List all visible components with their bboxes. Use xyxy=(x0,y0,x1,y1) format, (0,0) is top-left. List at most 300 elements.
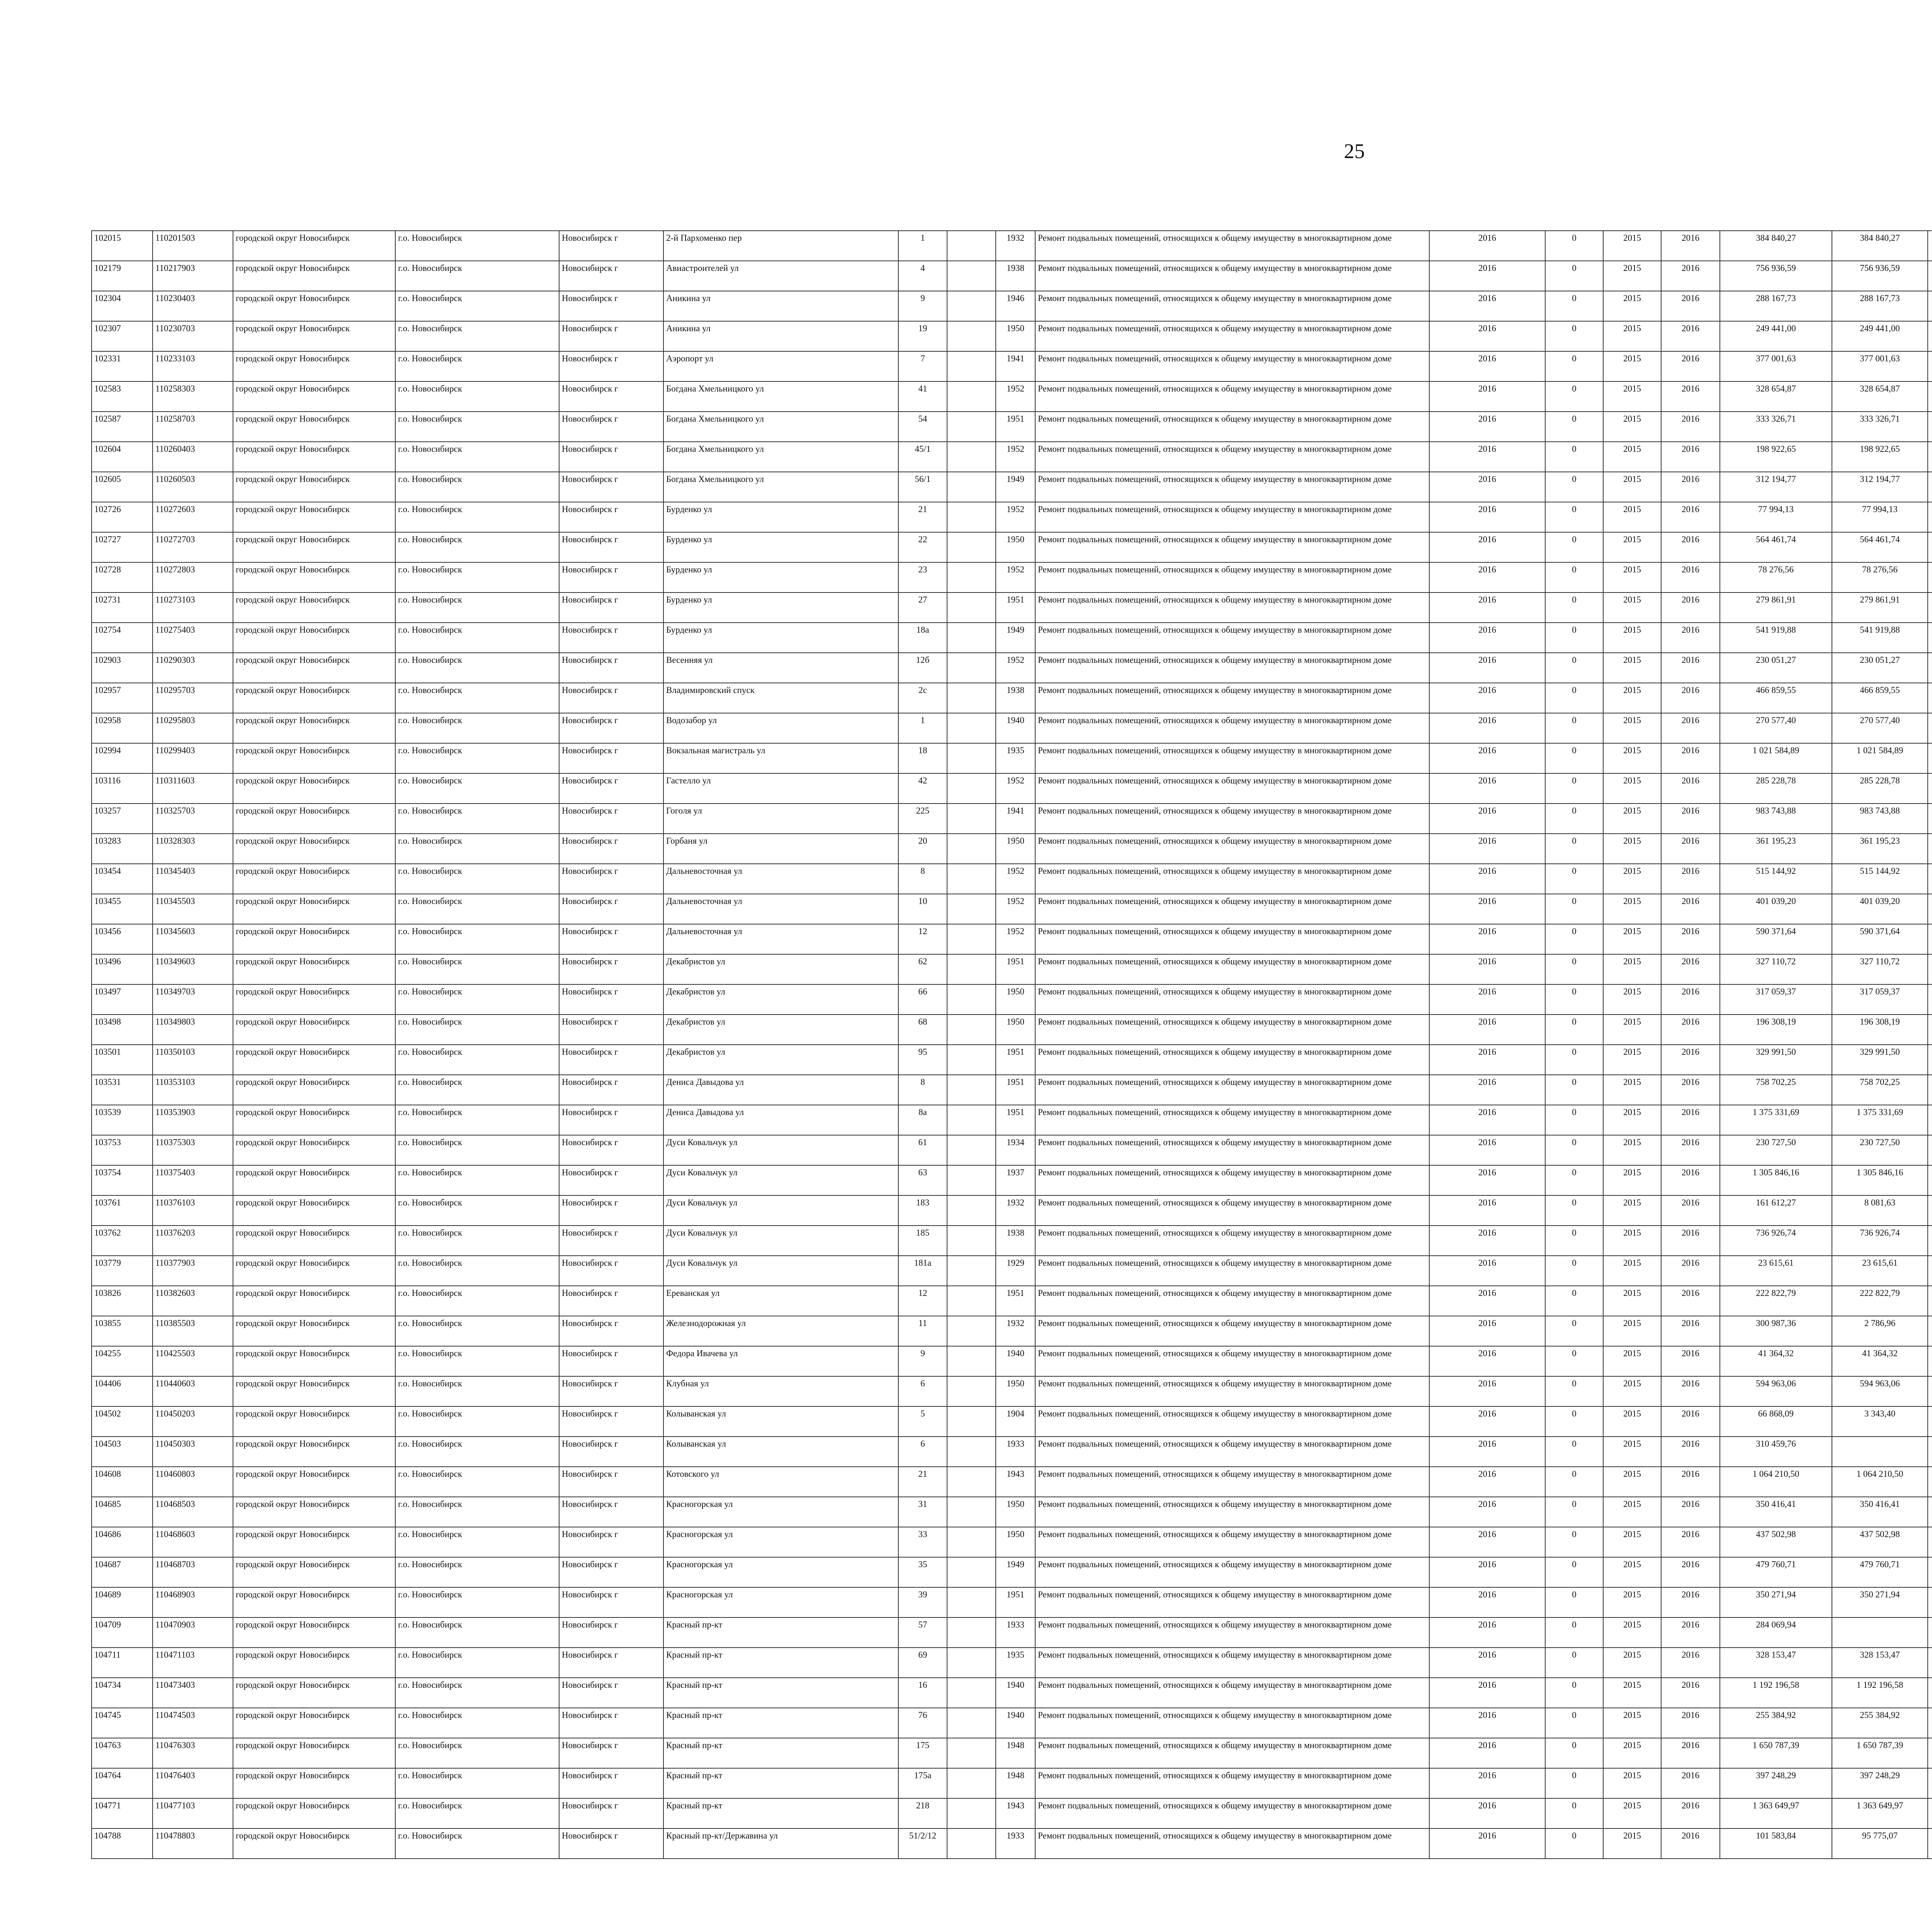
cell-code: 110272703 xyxy=(153,532,233,562)
cell-zero: 0 xyxy=(1545,743,1603,773)
cell-city: Новосибирск г xyxy=(559,954,663,984)
cell-end-year: 2016 xyxy=(1661,653,1720,683)
cell-build-year: 1952 xyxy=(996,894,1035,924)
cell-empty xyxy=(947,1497,996,1527)
cell-start-year: 2015 xyxy=(1603,1738,1661,1768)
cell-street: Декабристов ул xyxy=(663,984,898,1015)
cell-id: 104709 xyxy=(92,1617,153,1648)
cell-code: 110477103 xyxy=(153,1798,233,1828)
cell-settlement: г.о. Новосибирск xyxy=(395,1406,559,1437)
table-row xyxy=(92,1256,1932,1286)
cell-id: 104764 xyxy=(92,1768,153,1798)
cell-street: Декабристов ул xyxy=(663,1015,898,1045)
cell-amount-2 xyxy=(1928,984,1932,1015)
cell-house: 12б xyxy=(898,653,947,683)
cell-house: 42 xyxy=(898,773,947,804)
cell-amount-2 xyxy=(1928,442,1932,472)
cell-zero: 0 xyxy=(1545,1678,1603,1708)
cell-amount-1: 41 364,32 xyxy=(1832,1346,1928,1376)
cell-street: Котовского ул xyxy=(663,1467,898,1497)
cell-start-year: 2015 xyxy=(1603,291,1661,321)
table-row xyxy=(92,623,1932,653)
cell-plan-year: 2016 xyxy=(1429,924,1545,954)
cell-build-year: 1935 xyxy=(996,743,1035,773)
cell-district: городской округ Новосибирск xyxy=(233,1105,395,1135)
cell-empty xyxy=(947,683,996,713)
cell-amount-1: 222 822,79 xyxy=(1832,1286,1928,1316)
cell-start-year: 2015 xyxy=(1603,412,1661,442)
cell-city: Новосибирск г xyxy=(559,1497,663,1527)
cell-street: Красный пр-кт xyxy=(663,1798,898,1828)
cell-district: городской округ Новосибирск xyxy=(233,1226,395,1256)
cell-build-year: 1950 xyxy=(996,1015,1035,1045)
cell-amount-2 xyxy=(1928,291,1932,321)
cell-settlement: г.о. Новосибирск xyxy=(395,1075,559,1105)
cell-amount-2 xyxy=(1928,954,1932,984)
cell-code: 110345603 xyxy=(153,924,233,954)
cell-empty xyxy=(947,532,996,562)
cell-house: 56/1 xyxy=(898,472,947,502)
cell-code: 110425503 xyxy=(153,1346,233,1376)
cell-street: 2-й Пархоменко пер xyxy=(663,231,898,261)
cell-work-type: Ремонт подвальных помещений, относящихся к общему имуществу в многоквартирном доме xyxy=(1035,1557,1429,1587)
cell-code: 110311603 xyxy=(153,773,233,804)
cell-end-year: 2016 xyxy=(1661,381,1720,412)
cell-start-year: 2015 xyxy=(1603,592,1661,623)
cell-street: Дальневосточная ул xyxy=(663,864,898,894)
cell-plan-year: 2016 xyxy=(1429,1195,1545,1226)
cell-total: 1 021 584,89 xyxy=(1720,743,1832,773)
cell-id: 104685 xyxy=(92,1497,153,1527)
cell-street: Бурденко ул xyxy=(663,623,898,653)
cell-district: городской округ Новосибирск xyxy=(233,1497,395,1527)
cell-id: 103531 xyxy=(92,1075,153,1105)
cell-district: городской округ Новосибирск xyxy=(233,1527,395,1557)
cell-plan-year: 2016 xyxy=(1429,1406,1545,1437)
cell-empty xyxy=(947,502,996,532)
cell-start-year: 2015 xyxy=(1603,1075,1661,1105)
cell-amount-1: 198 922,65 xyxy=(1832,442,1928,472)
cell-build-year: 1950 xyxy=(996,321,1035,351)
cell-work-type: Ремонт подвальных помещений, относящихся к общему имуществу в многоквартирном доме xyxy=(1035,291,1429,321)
cell-zero: 0 xyxy=(1545,261,1603,291)
cell-settlement: г.о. Новосибирск xyxy=(395,1437,559,1467)
cell-district: городской округ Новосибирск xyxy=(233,1015,395,1045)
table-row xyxy=(92,502,1932,532)
cell-amount-2 xyxy=(1928,683,1932,713)
cell-end-year: 2016 xyxy=(1661,1376,1720,1406)
cell-street: Красный пр-кт xyxy=(663,1708,898,1738)
cell-city: Новосибирск г xyxy=(559,1406,663,1437)
cell-start-year: 2015 xyxy=(1603,894,1661,924)
cell-zero: 0 xyxy=(1545,834,1603,864)
cell-end-year: 2016 xyxy=(1661,261,1720,291)
cell-work-type: Ремонт подвальных помещений, относящихся к общему имуществу в многоквартирном доме xyxy=(1035,713,1429,743)
cell-total: 317 059,37 xyxy=(1720,984,1832,1015)
cell-settlement: г.о. Новосибирск xyxy=(395,924,559,954)
cell-settlement: г.о. Новосибирск xyxy=(395,653,559,683)
cell-plan-year: 2016 xyxy=(1429,1165,1545,1195)
cell-amount-1: 329 991,50 xyxy=(1832,1045,1928,1075)
cell-city: Новосибирск г xyxy=(559,231,663,261)
cell-street: Дуси Ковальчук ул xyxy=(663,1195,898,1226)
cell-amount-2 xyxy=(1928,1497,1932,1527)
cell-amount-2 xyxy=(1928,381,1932,412)
cell-street: Федора Ивачева ул xyxy=(663,1346,898,1376)
cell-house: 20 xyxy=(898,834,947,864)
cell-house: 35 xyxy=(898,1557,947,1587)
cell-house: 41 xyxy=(898,381,947,412)
table-row xyxy=(92,1195,1932,1226)
cell-code: 110468603 xyxy=(153,1527,233,1557)
cell-plan-year: 2016 xyxy=(1429,1828,1545,1859)
table-row xyxy=(92,351,1932,381)
cell-district: городской округ Новосибирск xyxy=(233,1165,395,1195)
cell-zero: 0 xyxy=(1545,804,1603,834)
cell-work-type: Ремонт подвальных помещений, относящихся к общему имуществу в многоквартирном доме xyxy=(1035,1165,1429,1195)
cell-district: городской округ Новосибирск xyxy=(233,321,395,351)
cell-street: Дениса Давыдова ул xyxy=(663,1075,898,1105)
cell-end-year: 2016 xyxy=(1661,1617,1720,1648)
cell-district: городской округ Новосибирск xyxy=(233,743,395,773)
cell-start-year: 2015 xyxy=(1603,984,1661,1015)
cell-id: 102903 xyxy=(92,653,153,683)
cell-start-year: 2015 xyxy=(1603,502,1661,532)
cell-build-year: 1949 xyxy=(996,1557,1035,1587)
cell-district: городской округ Новосибирск xyxy=(233,1738,395,1768)
cell-city: Новосибирск г xyxy=(559,653,663,683)
cell-plan-year: 2016 xyxy=(1429,623,1545,653)
cell-id: 102726 xyxy=(92,502,153,532)
cell-empty xyxy=(947,834,996,864)
cell-total: 1 305 846,16 xyxy=(1720,1165,1832,1195)
table-row xyxy=(92,1798,1932,1828)
cell-house: 1 xyxy=(898,231,947,261)
cell-work-type: Ремонт подвальных помещений, относящихся к общему имуществу в многоквартирном доме xyxy=(1035,954,1429,984)
cell-zero: 0 xyxy=(1545,1768,1603,1798)
cell-end-year: 2016 xyxy=(1661,743,1720,773)
cell-start-year: 2015 xyxy=(1603,351,1661,381)
cell-house: 45/1 xyxy=(898,442,947,472)
cell-build-year: 1929 xyxy=(996,1256,1035,1286)
cell-code: 110470903 xyxy=(153,1617,233,1648)
cell-district: городской округ Новосибирск xyxy=(233,924,395,954)
cell-zero: 0 xyxy=(1545,1497,1603,1527)
cell-district: городской округ Новосибирск xyxy=(233,954,395,984)
cell-city: Новосибирск г xyxy=(559,804,663,834)
cell-plan-year: 2016 xyxy=(1429,1557,1545,1587)
cell-zero: 0 xyxy=(1545,1617,1603,1648)
cell-district: городской округ Новосибирск xyxy=(233,1045,395,1075)
cell-work-type: Ремонт подвальных помещений, относящихся к общему имуществу в многоквартирном доме xyxy=(1035,442,1429,472)
cell-start-year: 2015 xyxy=(1603,1527,1661,1557)
cell-amount-1: 78 276,56 xyxy=(1832,562,1928,592)
cell-district: городской округ Новосибирск xyxy=(233,1135,395,1165)
cell-empty xyxy=(947,1256,996,1286)
cell-id: 102731 xyxy=(92,592,153,623)
table-row xyxy=(92,1075,1932,1105)
cell-code: 110473403 xyxy=(153,1678,233,1708)
cell-amount-2 xyxy=(1928,1015,1932,1045)
cell-id: 102304 xyxy=(92,291,153,321)
cell-build-year: 1951 xyxy=(996,1105,1035,1135)
cell-amount-1 xyxy=(1832,1437,1928,1467)
cell-city: Новосибирск г xyxy=(559,1708,663,1738)
cell-end-year: 2016 xyxy=(1661,1467,1720,1497)
cell-street: Дальневосточная ул xyxy=(663,924,898,954)
cell-amount-1: 397 248,29 xyxy=(1832,1768,1928,1798)
cell-build-year: 1952 xyxy=(996,864,1035,894)
cell-end-year: 2016 xyxy=(1661,1406,1720,1437)
cell-empty xyxy=(947,1015,996,1045)
cell-zero: 0 xyxy=(1545,291,1603,321)
cell-build-year: 1938 xyxy=(996,1226,1035,1256)
cell-district: городской округ Новосибирск xyxy=(233,713,395,743)
cell-city: Новосибирск г xyxy=(559,1045,663,1075)
cell-city: Новосибирск г xyxy=(559,894,663,924)
cell-plan-year: 2016 xyxy=(1429,1708,1545,1738)
cell-code: 110468503 xyxy=(153,1497,233,1527)
cell-house: 9 xyxy=(898,291,947,321)
cell-empty xyxy=(947,804,996,834)
cell-id: 104788 xyxy=(92,1828,153,1859)
cell-district: городской округ Новосибирск xyxy=(233,1406,395,1437)
cell-empty xyxy=(947,864,996,894)
cell-district: городской округ Новосибирск xyxy=(233,1648,395,1678)
cell-id: 104503 xyxy=(92,1437,153,1467)
cell-code: 110201503 xyxy=(153,231,233,261)
cell-amount-2 xyxy=(1928,532,1932,562)
cell-total: 564 461,74 xyxy=(1720,532,1832,562)
cell-total: 736 926,74 xyxy=(1720,1226,1832,1256)
cell-zero: 0 xyxy=(1545,381,1603,412)
cell-settlement: г.о. Новосибирск xyxy=(395,1527,559,1557)
cell-city: Новосибирск г xyxy=(559,1828,663,1859)
cell-amount-2 xyxy=(1928,231,1932,261)
cell-total: 983 743,88 xyxy=(1720,804,1832,834)
cell-id: 102307 xyxy=(92,321,153,351)
cell-code: 110272803 xyxy=(153,562,233,592)
cell-end-year: 2016 xyxy=(1661,291,1720,321)
cell-start-year: 2015 xyxy=(1603,864,1661,894)
cell-amount-2 xyxy=(1928,1226,1932,1256)
cell-code: 110217903 xyxy=(153,261,233,291)
cell-plan-year: 2016 xyxy=(1429,351,1545,381)
cell-build-year: 1950 xyxy=(996,1527,1035,1557)
cell-settlement: г.о. Новосибирск xyxy=(395,713,559,743)
cell-id: 103855 xyxy=(92,1316,153,1346)
cell-amount-2 xyxy=(1928,713,1932,743)
cell-total: 230 051,27 xyxy=(1720,653,1832,683)
cell-code: 110450303 xyxy=(153,1437,233,1467)
cell-plan-year: 2016 xyxy=(1429,1226,1545,1256)
cell-start-year: 2015 xyxy=(1603,834,1661,864)
cell-end-year: 2016 xyxy=(1661,1165,1720,1195)
cell-district: городской округ Новосибирск xyxy=(233,653,395,683)
cell-work-type: Ремонт подвальных помещений, относящихся к общему имуществу в многоквартирном доме xyxy=(1035,894,1429,924)
table-row xyxy=(92,1828,1932,1859)
cell-amount-1: 758 702,25 xyxy=(1832,1075,1928,1105)
cell-amount-1: 327 110,72 xyxy=(1832,954,1928,984)
cell-city: Новосибирск г xyxy=(559,261,663,291)
cell-start-year: 2015 xyxy=(1603,924,1661,954)
cell-zero: 0 xyxy=(1545,231,1603,261)
page-number: 25 xyxy=(1344,140,1365,163)
cell-street: Красный пр-кт xyxy=(663,1648,898,1678)
cell-district: городской округ Новосибирск xyxy=(233,1768,395,1798)
cell-zero: 0 xyxy=(1545,1346,1603,1376)
cell-zero: 0 xyxy=(1545,1708,1603,1738)
cell-empty xyxy=(947,562,996,592)
cell-street: Красногорская ул xyxy=(663,1557,898,1587)
cell-work-type: Ремонт подвальных помещений, относящихся к общему имуществу в многоквартирном доме xyxy=(1035,683,1429,713)
cell-total: 284 069,94 xyxy=(1720,1617,1832,1648)
cell-house: 21 xyxy=(898,502,947,532)
cell-empty xyxy=(947,1768,996,1798)
cell-end-year: 2016 xyxy=(1661,623,1720,653)
cell-house: 8а xyxy=(898,1105,947,1135)
cell-street: Декабристов ул xyxy=(663,954,898,984)
cell-amount-2 xyxy=(1928,1587,1932,1617)
cell-settlement: г.о. Новосибирск xyxy=(395,412,559,442)
cell-street: Ереванская ул xyxy=(663,1286,898,1316)
cell-empty xyxy=(947,623,996,653)
cell-code: 110377903 xyxy=(153,1256,233,1286)
cell-plan-year: 2016 xyxy=(1429,1587,1545,1617)
cell-code: 110272603 xyxy=(153,502,233,532)
cell-plan-year: 2016 xyxy=(1429,984,1545,1015)
cell-code: 110375303 xyxy=(153,1135,233,1165)
cell-amount-2 xyxy=(1928,1135,1932,1165)
cell-district: городской округ Новосибирск xyxy=(233,381,395,412)
cell-build-year: 1933 xyxy=(996,1617,1035,1648)
cell-total: 515 144,92 xyxy=(1720,864,1832,894)
cell-empty xyxy=(947,1527,996,1557)
cell-settlement: г.о. Новосибирск xyxy=(395,1497,559,1527)
cell-amount-1: 594 963,06 xyxy=(1832,1376,1928,1406)
cell-plan-year: 2016 xyxy=(1429,562,1545,592)
cell-total: 1 064 210,50 xyxy=(1720,1467,1832,1497)
cell-work-type: Ремонт подвальных помещений, относящихся к общему имуществу в многоквартирном доме xyxy=(1035,1226,1429,1256)
cell-street: Аникина ул xyxy=(663,291,898,321)
cell-amount-2 xyxy=(1928,834,1932,864)
cell-amount-2 xyxy=(1928,1165,1932,1195)
cell-zero: 0 xyxy=(1545,1135,1603,1165)
cell-district: городской округ Новосибирск xyxy=(233,864,395,894)
cell-total: 1 363 649,97 xyxy=(1720,1798,1832,1828)
cell-amount-2 xyxy=(1928,1798,1932,1828)
capital-repair-register-table xyxy=(91,230,1932,1859)
cell-zero: 0 xyxy=(1545,1015,1603,1045)
cell-build-year: 1932 xyxy=(996,231,1035,261)
cell-plan-year: 2016 xyxy=(1429,713,1545,743)
cell-settlement: г.о. Новосибирск xyxy=(395,532,559,562)
cell-district: городской округ Новосибирск xyxy=(233,1195,395,1226)
cell-house: 8 xyxy=(898,1075,947,1105)
cell-amount-1: 8 081,63 xyxy=(1832,1195,1928,1226)
cell-code: 110450203 xyxy=(153,1406,233,1437)
cell-start-year: 2015 xyxy=(1603,1165,1661,1195)
cell-street: Красногорская ул xyxy=(663,1527,898,1557)
cell-street: Красногорская ул xyxy=(663,1497,898,1527)
cell-city: Новосибирск г xyxy=(559,592,663,623)
cell-amount-1: 479 760,71 xyxy=(1832,1557,1928,1587)
cell-settlement: г.о. Новосибирск xyxy=(395,1557,559,1587)
cell-total: 78 276,56 xyxy=(1720,562,1832,592)
cell-house: 175а xyxy=(898,1768,947,1798)
cell-start-year: 2015 xyxy=(1603,1226,1661,1256)
cell-zero: 0 xyxy=(1545,472,1603,502)
cell-end-year: 2016 xyxy=(1661,532,1720,562)
cell-amount-1: 466 859,55 xyxy=(1832,683,1928,713)
cell-total: 230 727,50 xyxy=(1720,1135,1832,1165)
cell-build-year: 1951 xyxy=(996,954,1035,984)
cell-zero: 0 xyxy=(1545,1587,1603,1617)
cell-start-year: 2015 xyxy=(1603,653,1661,683)
cell-build-year: 1943 xyxy=(996,1798,1035,1828)
cell-plan-year: 2016 xyxy=(1429,834,1545,864)
cell-end-year: 2016 xyxy=(1661,1226,1720,1256)
cell-id: 104689 xyxy=(92,1587,153,1617)
cell-zero: 0 xyxy=(1545,321,1603,351)
cell-id: 103497 xyxy=(92,984,153,1015)
cell-zero: 0 xyxy=(1545,683,1603,713)
cell-start-year: 2015 xyxy=(1603,743,1661,773)
cell-build-year: 1941 xyxy=(996,351,1035,381)
cell-id: 102331 xyxy=(92,351,153,381)
table-row xyxy=(92,1286,1932,1316)
cell-street: Красный пр-кт xyxy=(663,1678,898,1708)
cell-city: Новосибирск г xyxy=(559,1798,663,1828)
cell-house: 27 xyxy=(898,592,947,623)
cell-amount-1: 350 271,94 xyxy=(1832,1587,1928,1617)
cell-amount-1: 270 577,40 xyxy=(1832,713,1928,743)
cell-zero: 0 xyxy=(1545,1648,1603,1678)
cell-city: Новосибирск г xyxy=(559,1617,663,1648)
cell-empty xyxy=(947,743,996,773)
cell-work-type: Ремонт подвальных помещений, относящихся к общему имуществу в многоквартирном доме xyxy=(1035,532,1429,562)
table-row xyxy=(92,713,1932,743)
cell-amount-2 xyxy=(1928,351,1932,381)
cell-house: 95 xyxy=(898,1045,947,1075)
cell-street: Дуси Ковальчук ул xyxy=(663,1135,898,1165)
cell-settlement: г.о. Новосибирск xyxy=(395,1226,559,1256)
cell-empty xyxy=(947,773,996,804)
cell-total: 41 364,32 xyxy=(1720,1346,1832,1376)
cell-settlement: г.о. Новосибирск xyxy=(395,1105,559,1135)
cell-street: Водозабор ул xyxy=(663,713,898,743)
cell-amount-1: 590 371,64 xyxy=(1832,924,1928,954)
cell-start-year: 2015 xyxy=(1603,442,1661,472)
cell-city: Новосибирск г xyxy=(559,472,663,502)
cell-city: Новосибирск г xyxy=(559,1015,663,1045)
cell-house: 21 xyxy=(898,1467,947,1497)
cell-street: Красный пр-кт xyxy=(663,1617,898,1648)
cell-end-year: 2016 xyxy=(1661,472,1720,502)
cell-build-year: 1937 xyxy=(996,1165,1035,1195)
cell-amount-1: 285 228,78 xyxy=(1832,773,1928,804)
cell-code: 110440603 xyxy=(153,1376,233,1406)
cell-code: 110345403 xyxy=(153,864,233,894)
cell-house: 69 xyxy=(898,1648,947,1678)
cell-start-year: 2015 xyxy=(1603,1467,1661,1497)
cell-plan-year: 2016 xyxy=(1429,231,1545,261)
cell-id: 103762 xyxy=(92,1226,153,1256)
cell-total: 310 459,76 xyxy=(1720,1437,1832,1467)
cell-city: Новосибирск г xyxy=(559,412,663,442)
cell-code: 110476303 xyxy=(153,1738,233,1768)
cell-city: Новосибирск г xyxy=(559,1738,663,1768)
